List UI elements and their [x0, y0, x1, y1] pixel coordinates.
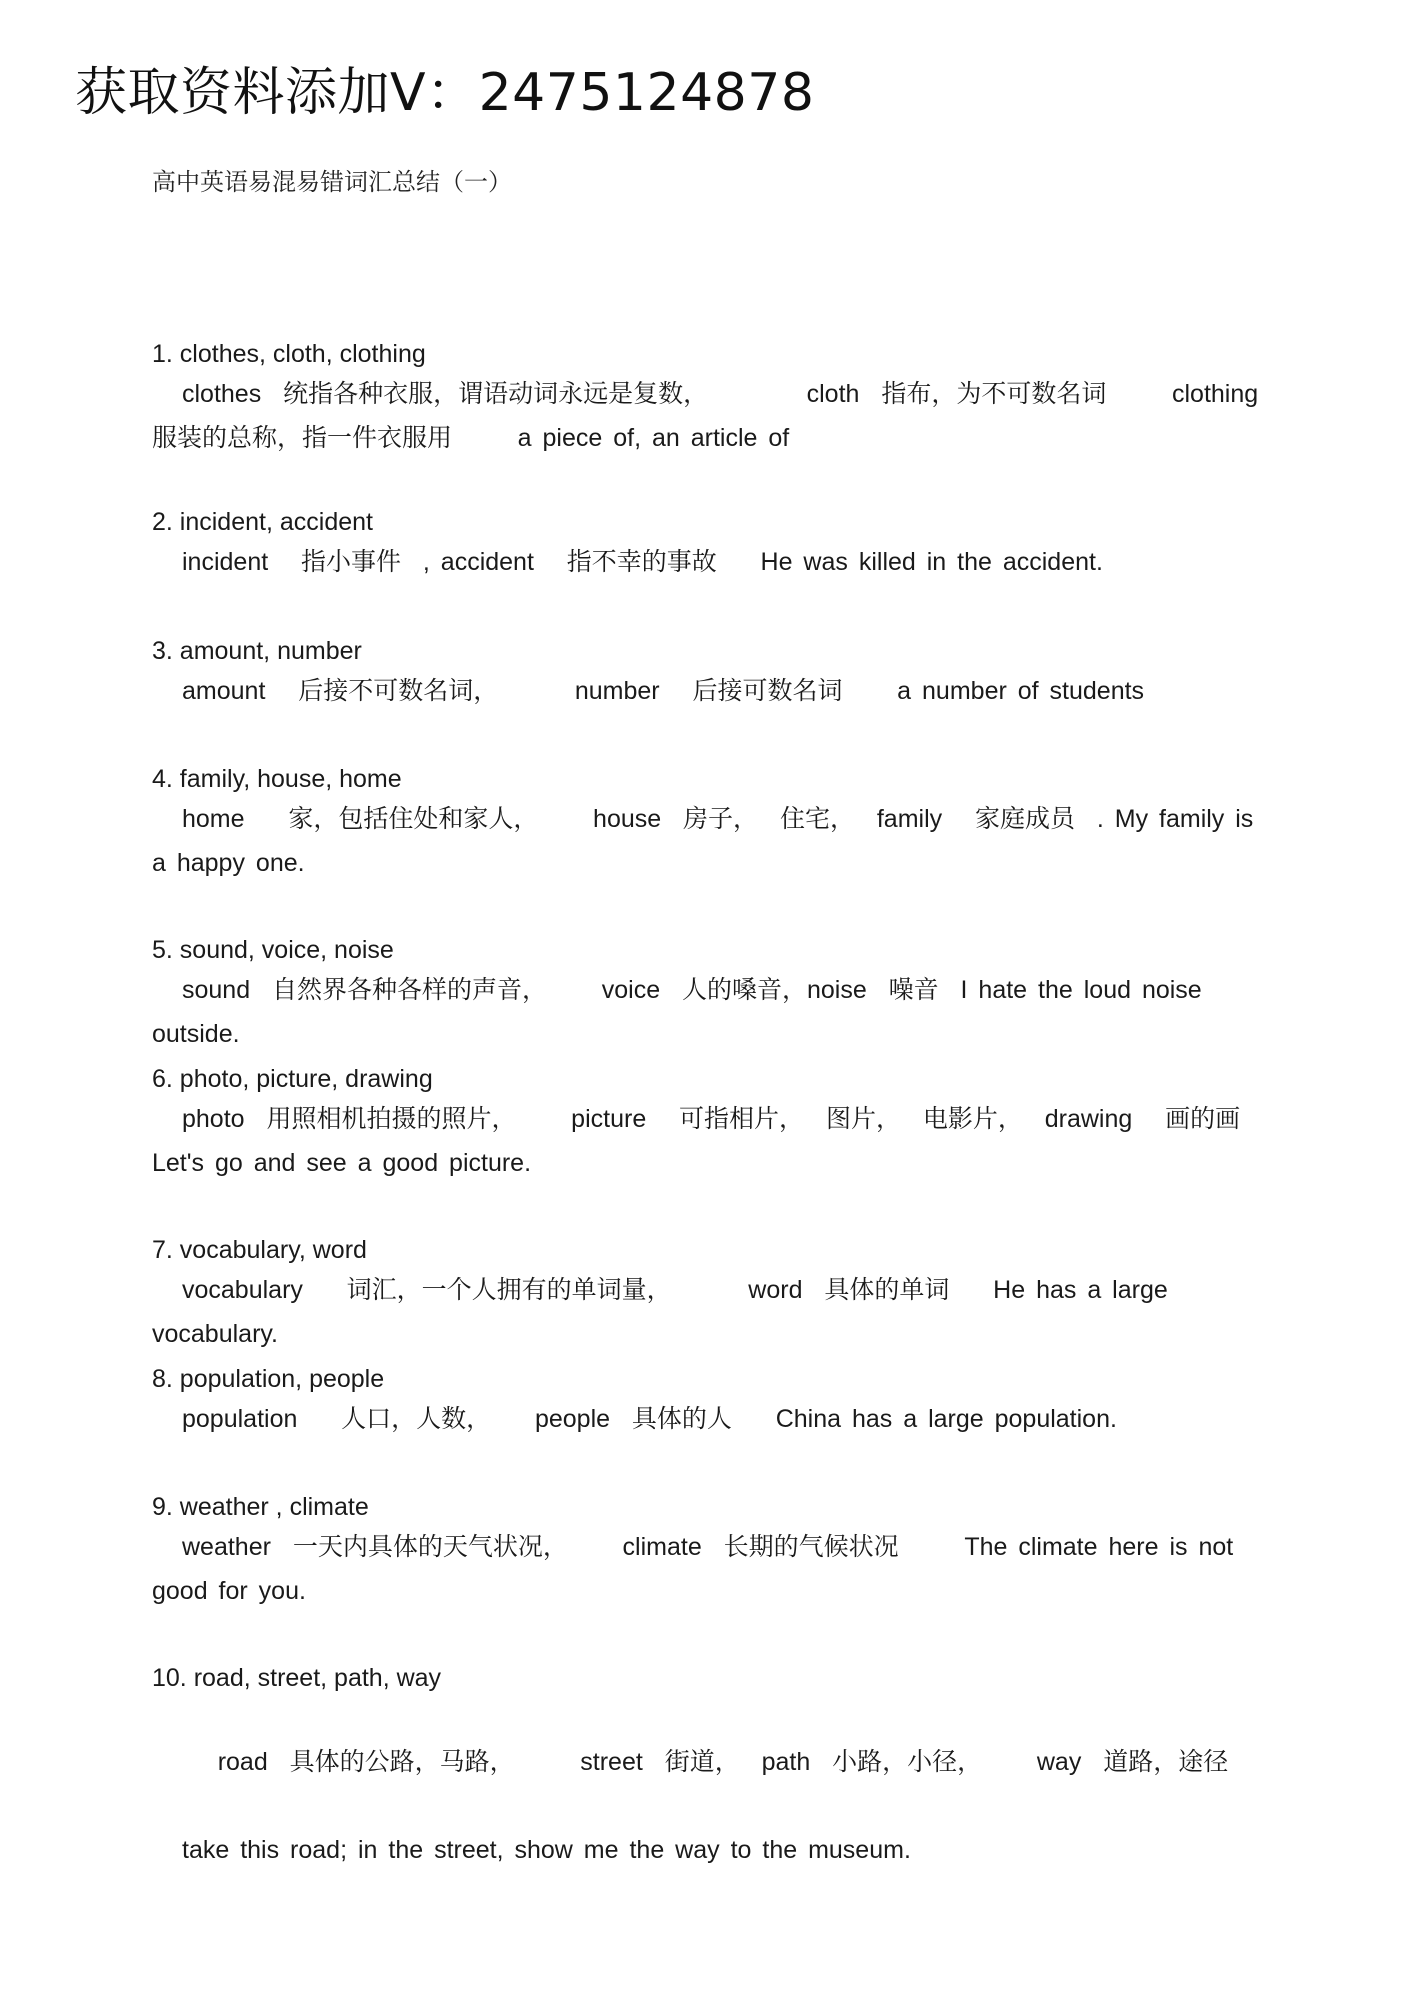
list-item	[152, 633, 1272, 713]
entry-body: clothes 统指各种衣服，谓语动词永远是复数， cloth 指布，为不可数名词 clothing 服装的总称，指一件衣服用 a piece of, an article of	[152, 380, 1302, 452]
entry-body: incident 指小事件 , accident 指不幸的事故 He was killed in the accident.	[182, 548, 1103, 576]
entry-heading: 3. amount, number	[152, 637, 362, 665]
list-item	[152, 1361, 1272, 1441]
entry-body	[152, 1696, 1272, 1960]
entry-body: amount 后接不可数名词， number 后接可数名词 a number of students	[182, 677, 1145, 705]
entry-heading: 1. clothes, cloth, clothing	[152, 340, 426, 368]
entry-body: vocabulary 词汇，一个人拥有的单词量， word 具体的单词 He has a large vocabulary.	[152, 1276, 1179, 1348]
entry-body: home 家，包括住处和家人， house 房子， 住宅， family 家庭成员 . My family is a happy one.	[152, 805, 1265, 877]
entry-body: weather 一天内具体的天气状况， climate 长期的气候状况 The climate here is not good for you.	[152, 1533, 1245, 1605]
document-title: 高中英语易混易错词汇总结（一）	[152, 168, 512, 196]
list-item	[152, 1660, 1272, 1960]
contact-header: 获取资料添加V：2475124878	[75, 63, 815, 123]
list-item	[152, 932, 1272, 1056]
list-item	[152, 336, 1302, 460]
list-item	[152, 504, 1272, 584]
entry-heading: 2. incident, accident	[152, 508, 373, 536]
entry-heading: 5. sound, voice, noise	[152, 936, 394, 964]
entry-body: population 人口，人数， people 具体的人 China has a large population.	[182, 1405, 1117, 1433]
list-item	[152, 761, 1272, 885]
list-item	[152, 1232, 1272, 1356]
list-item	[152, 1061, 1284, 1185]
entry-heading: 4. family, house, home	[152, 765, 402, 793]
entry-heading: 8. population, people	[152, 1365, 385, 1393]
entry-body: photo 用照相机拍摄的照片， picture 可指相片， 图片， 电影片， drawing 画的画 Let's go and see a good picture.	[152, 1105, 1284, 1177]
entry-heading: 7. vocabulary, word	[152, 1236, 367, 1264]
list-item	[152, 1489, 1272, 1613]
entry-body: sound 自然界各种各样的声音， voice 人的嗓音，noise 噪音 I hate the loud noise outside.	[152, 976, 1213, 1048]
entry-body-line: road 具体的公路，马路， street 街道， path 小路，小径， way 道路，途径	[217, 1748, 1229, 1776]
entry-heading: 6. photo, picture, drawing	[152, 1065, 433, 1093]
entry-heading: 10. road, street, path, way	[152, 1664, 442, 1692]
entry-heading: 9. weather , climate	[152, 1493, 369, 1521]
entry-example: take this road; in the street, show me the way to the museum.	[182, 1836, 911, 1864]
